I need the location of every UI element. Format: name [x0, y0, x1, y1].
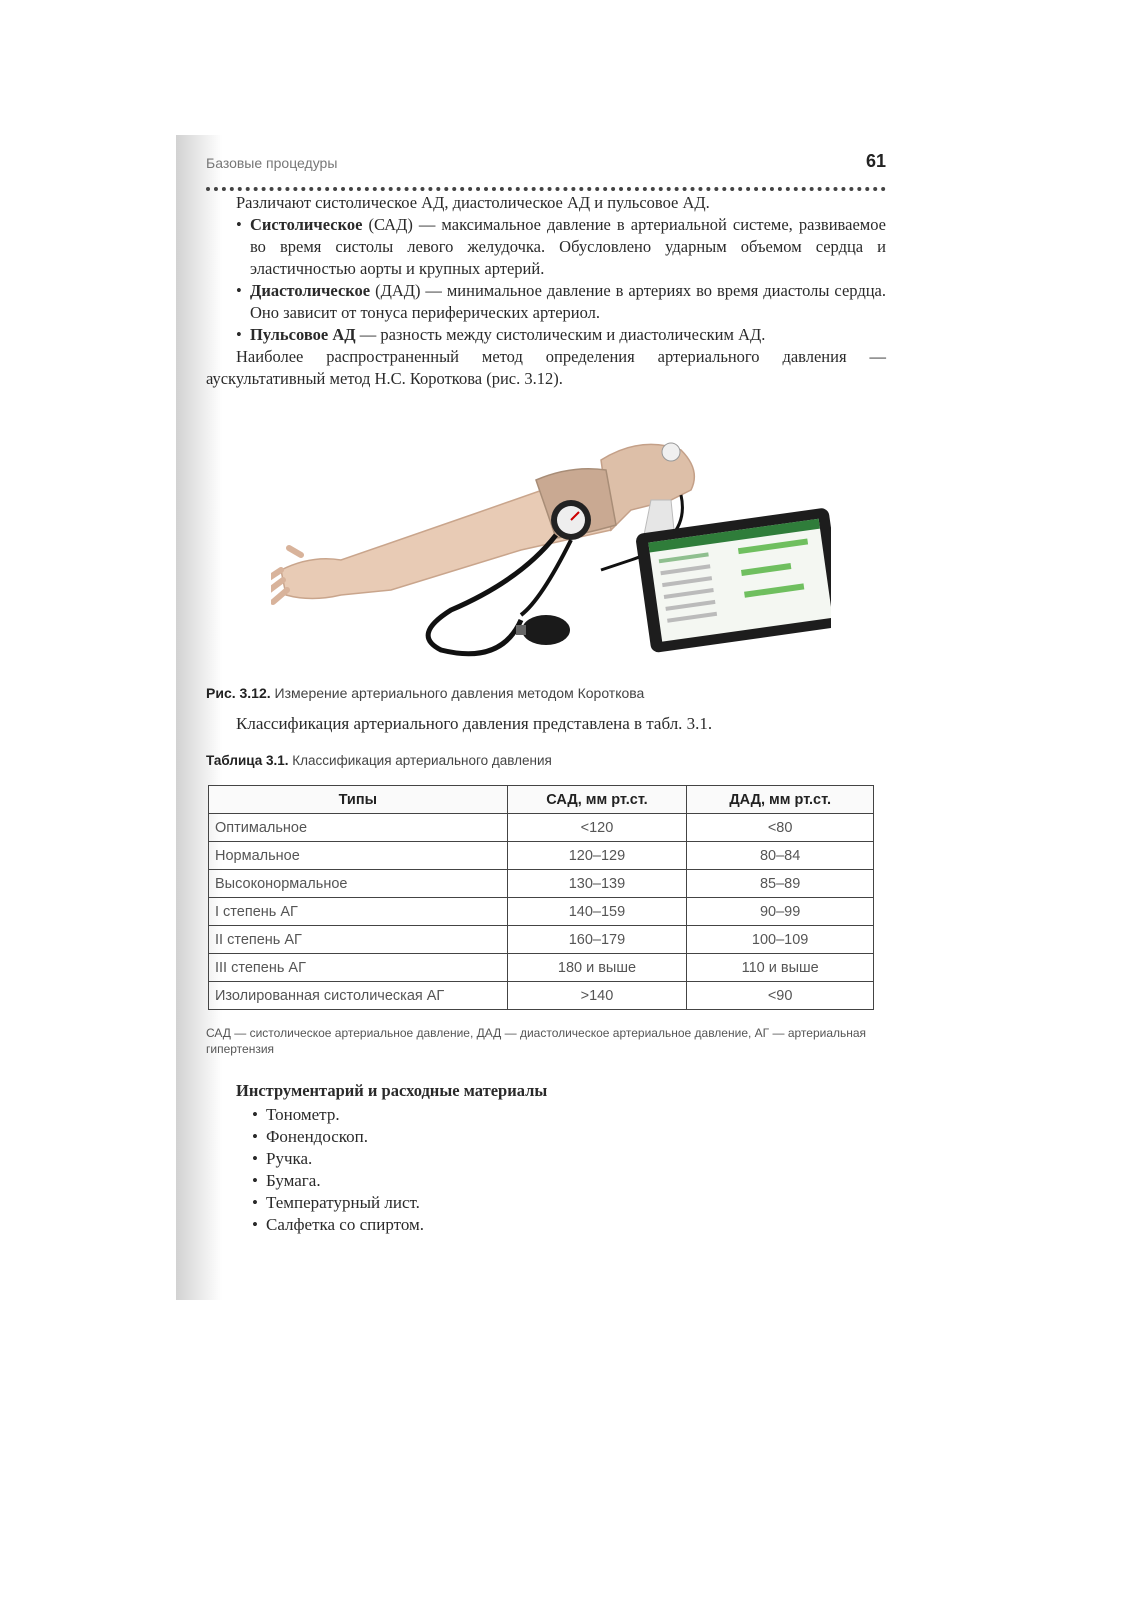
- table-row: [209, 870, 874, 898]
- table-cell: 120–129: [507, 842, 687, 870]
- list-item: [236, 1214, 876, 1236]
- figure-caption-text: Измерение артериального давления методом Короткова: [270, 685, 645, 701]
- table-footnote: САД — систолическое артериальное давление, ДАД — диастолическое артериальное давление, АГ — артериальная гипертензия: [206, 1026, 867, 1056]
- definition: (САД) — максимальное давление в артериальной системе, развиваемое во время систолы левого желудочка. Обусловлено ударным объемом сердца и эластичностью аорты и крупных артерий.: [250, 215, 886, 278]
- table-cell: 140–159: [507, 898, 687, 926]
- running-head: [206, 153, 886, 191]
- table-cell: <90: [687, 982, 874, 1010]
- term: Диастолическое: [250, 281, 371, 300]
- bullet-icon: •: [236, 215, 242, 234]
- table-cell: Нормальное: [209, 842, 508, 870]
- figure-caption: [206, 685, 886, 701]
- table-row: [209, 954, 874, 982]
- table-cell: 90–99: [687, 898, 874, 926]
- table-cell: <80: [687, 814, 874, 842]
- book-page: [176, 135, 904, 1300]
- table-row: [209, 926, 874, 954]
- table-caption: [206, 753, 886, 768]
- list-item: [206, 214, 886, 280]
- bullet-icon: •: [252, 1149, 258, 1168]
- page-number: 61: [865, 151, 886, 171]
- table-cell: III степень АГ: [209, 954, 508, 982]
- instruments-heading: Инструментарий и расходные материалы: [236, 1081, 548, 1100]
- table-intro-paragraph: Классификация артериального давления представлена в табл. 3.1.: [236, 714, 713, 733]
- table-cell: II степень АГ: [209, 926, 508, 954]
- table-row: [209, 814, 874, 842]
- table-cell: 80–84: [687, 842, 874, 870]
- bullet-icon: •: [252, 1215, 258, 1234]
- method-paragraph: Наиболее распространенный метод определения артериального давления — аускультативный метод Н.С. Короткова (рис. 3.12).: [206, 347, 886, 388]
- bullet-icon: •: [236, 281, 242, 300]
- table-cell: 130–139: [507, 870, 687, 898]
- list-item: [236, 1148, 876, 1170]
- list-item: [236, 1126, 876, 1148]
- term: Систолическое: [250, 215, 363, 234]
- table-cell: Высоконормальное: [209, 870, 508, 898]
- table-cell: 85–89: [687, 870, 874, 898]
- table-cell: 100–109: [687, 926, 874, 954]
- instruments-list: [236, 1104, 876, 1236]
- table-cell: Оптимальное: [209, 814, 508, 842]
- list-item: [236, 1170, 876, 1192]
- item-label: Тонометр.: [266, 1105, 340, 1124]
- item-label: Температурный лист.: [266, 1193, 420, 1212]
- definition: — разность между систолическим и диастолическим АД.: [355, 325, 766, 344]
- term: Пульсовое АД: [250, 325, 356, 344]
- table-row: [209, 898, 874, 926]
- column-header: САД, мм рт.ст.: [507, 786, 687, 814]
- bullet-icon: •: [252, 1193, 258, 1212]
- section-title: Базовые процедуры: [206, 155, 338, 171]
- list-item: [236, 1192, 876, 1214]
- instruments-section: [236, 1080, 876, 1236]
- table-cell: 160–179: [507, 926, 687, 954]
- bp-types-list: [206, 214, 886, 346]
- list-item: [236, 1104, 876, 1126]
- definition: (ДАД) — минимальное давление в артериях во время диастолы сердца. Оно зависит от тонуса периферических артериол.: [250, 281, 886, 322]
- figure-label: Рис. 3.12.: [206, 685, 271, 701]
- column-header: ДАД, мм рт.ст.: [687, 786, 874, 814]
- table-cell: <120: [507, 814, 687, 842]
- table-row: [209, 842, 874, 870]
- table-label: Таблица 3.1.: [206, 753, 289, 768]
- item-label: Бумага.: [266, 1171, 321, 1190]
- list-item: [206, 324, 886, 346]
- table-cell: 180 и выше: [507, 954, 687, 982]
- table-row: [209, 982, 874, 1010]
- table-cell: Изолированная систолическая АГ: [209, 982, 508, 1010]
- bp-classification-table: [208, 785, 874, 1010]
- item-label: Салфетка со спиртом.: [266, 1215, 425, 1234]
- list-item: [206, 280, 886, 324]
- item-label: Фонендоскоп.: [266, 1127, 369, 1146]
- table-cell: I степень АГ: [209, 898, 508, 926]
- table-caption-text: Классификация артериального давления: [288, 753, 552, 768]
- table-cell: >140: [507, 982, 687, 1010]
- body-text: [206, 192, 886, 390]
- table-header-row: [209, 786, 874, 814]
- bullet-icon: •: [236, 325, 242, 344]
- column-header: Типы: [209, 786, 508, 814]
- item-label: Ручка.: [266, 1149, 313, 1168]
- figure-bp-measurement-image: [271, 420, 831, 680]
- bullet-icon: •: [252, 1105, 258, 1124]
- bullet-icon: •: [252, 1127, 258, 1146]
- bullet-icon: •: [252, 1171, 258, 1190]
- table-cell: 110 и выше: [687, 954, 874, 982]
- intro-paragraph: Различают систолическое АД, диастолическое АД и пульсовое АД.: [236, 193, 710, 212]
